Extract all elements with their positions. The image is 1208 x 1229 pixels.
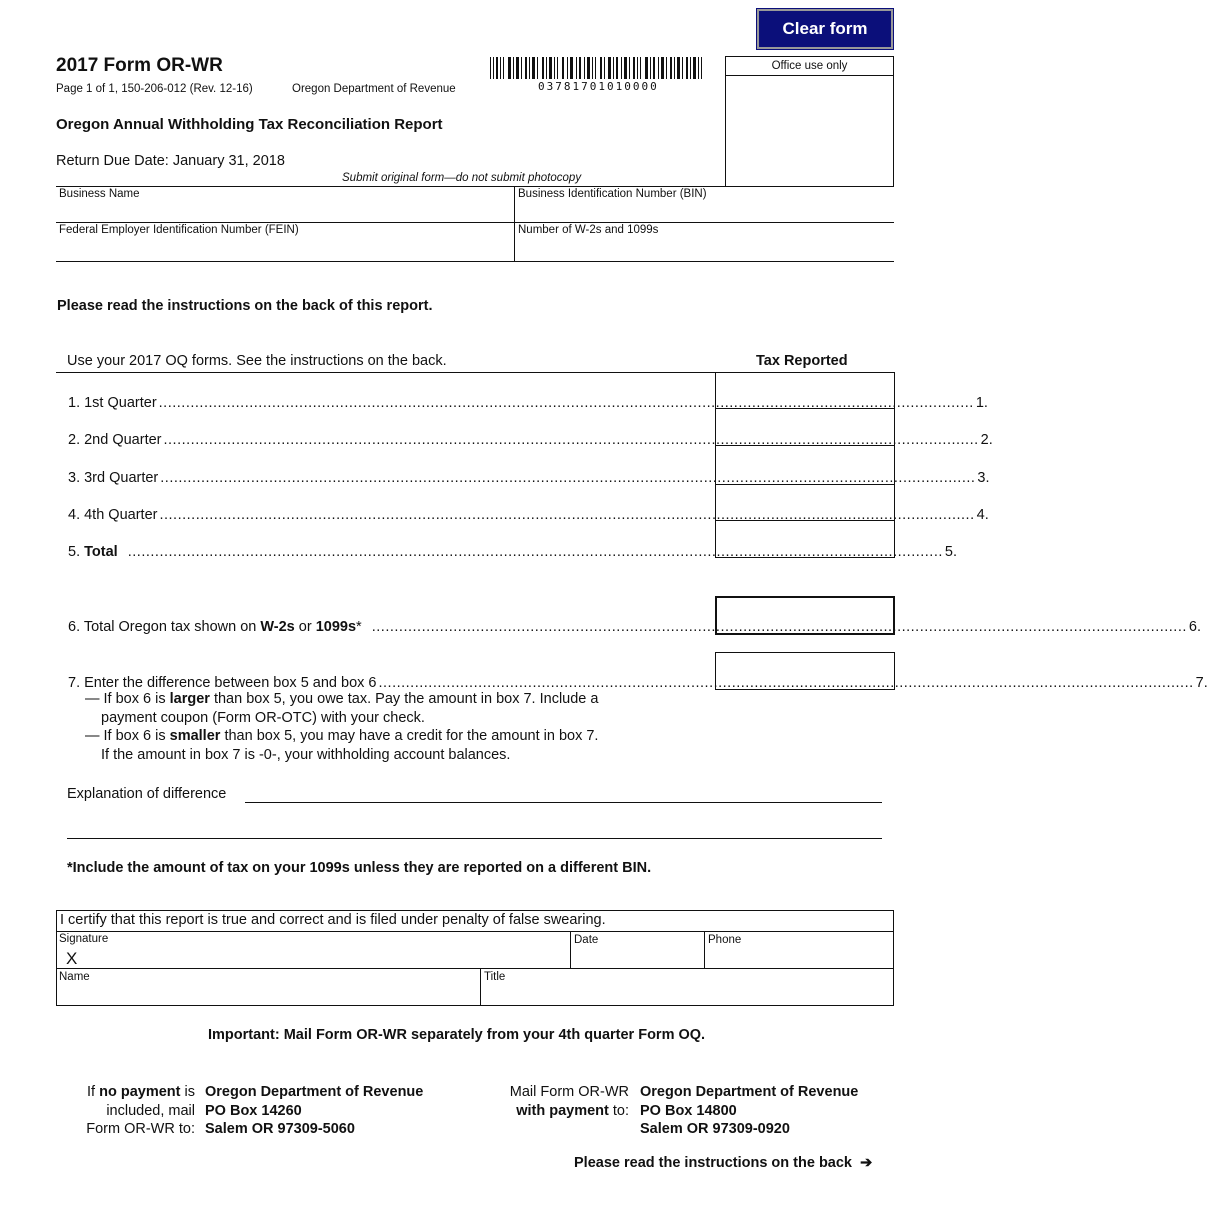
instructions-note: Please read the instructions on the back of this report. <box>57 298 433 314</box>
report-title: Oregon Annual Withholding Tax Reconciliation Report <box>56 116 443 133</box>
line6-label: 6. Total Oregon tax shown on W-2s or 1099s* <box>68 619 362 635</box>
office-use-box <box>725 56 894 187</box>
line7-row <box>68 673 1208 691</box>
line1-label: 1. 1st Quarter <box>68 395 157 411</box>
line5-row <box>68 542 957 560</box>
w2-count-input[interactable] <box>516 238 892 259</box>
signature-label: Signature <box>59 933 109 945</box>
with-payment-instruction: Mail Form OR-WR with payment to: <box>509 1084 629 1119</box>
line6-row <box>68 617 1201 635</box>
title-label: Title <box>484 971 506 983</box>
business-name-input[interactable] <box>57 202 512 221</box>
form-title: 2017 Form OR-WR <box>56 55 223 76</box>
line3-number: 3. <box>977 470 990 486</box>
explanation-input-line1[interactable] <box>245 802 882 803</box>
no-payment-address: Oregon Department of Revenue PO Box 14260 Salem OR 97309-5060 <box>205 1084 424 1137</box>
leader-dots: .................................................................................................................................................................................... <box>158 395 974 411</box>
line5-number: 5. <box>944 544 957 560</box>
business-name-label: Business Name <box>59 188 140 200</box>
name-label: Name <box>59 971 90 983</box>
phone-label: Phone <box>708 934 742 946</box>
back-instructions-note: Please read the instructions on the back ➔ <box>574 1155 873 1171</box>
bin-input[interactable] <box>516 202 892 221</box>
signature-input[interactable] <box>82 946 568 966</box>
certify-statement: I certify that this report is true and correct and is filed under penalty of false swearing. <box>60 912 606 928</box>
barcode-number: 03781701010000 <box>538 80 659 93</box>
line4-label: 4. 4th Quarter <box>68 507 158 523</box>
leader-dots: .................................................................................................................................................................................... <box>160 470 976 486</box>
leader-dots: .................................................................................................................................................................................... <box>127 544 943 560</box>
fein-label: Federal Employer Identification Number (FEIN) <box>59 224 299 236</box>
submit-note: Submit original form—do not submit photocopy <box>342 172 582 184</box>
explanation-label: Explanation of difference <box>67 786 227 802</box>
signature-x-mark: X <box>66 949 78 968</box>
explanation-input-line2[interactable] <box>67 838 882 839</box>
line1-number: 1. <box>975 395 988 411</box>
barcode-graphic <box>490 57 702 79</box>
leader-dots: .................................................................................................................................................................................... <box>371 619 1187 635</box>
line7-label: 7. Enter the difference between box 5 and box 6 <box>68 675 377 691</box>
footnote: *Include the amount of tax on your 1099s unless they are reported on a different BIN. <box>67 860 652 876</box>
due-date: Return Due Date: January 31, 2018 <box>56 153 285 169</box>
line1-row <box>68 393 988 411</box>
tax-reported-header: Tax Reported <box>756 353 848 369</box>
agency-name: Oregon Department of Revenue <box>292 83 456 95</box>
line2-label: 2. 2nd Quarter <box>68 432 162 448</box>
w2-count-label: Number of W-2s and 1099s <box>518 224 659 236</box>
line7-number: 7. <box>1195 675 1208 691</box>
line3-label: 3. 3rd Quarter <box>68 470 159 486</box>
date-input[interactable] <box>572 948 702 967</box>
line2-number: 2. <box>980 432 993 448</box>
line7-bullet2-cont: If the amount in box 7 is -0-, your withholding account balances. <box>101 747 511 763</box>
bin-label: Business Identification Number (BIN) <box>518 188 707 200</box>
page-info: Page 1 of 1, 150-206-012 (Rev. 12-16) <box>56 83 253 95</box>
line7-bullet1: — If box 6 is larger than box 5, you owe tax. Pay the amount in box 7. Include a <box>85 691 599 707</box>
leader-dots: .................................................................................................................................................................................... <box>163 432 979 448</box>
date-label: Date <box>574 934 599 946</box>
line4-number: 4. <box>976 507 989 523</box>
line4-row <box>68 505 989 523</box>
important-note: Important: Mail Form OR-WR separately from your 4th quarter Form OQ. <box>208 1027 706 1043</box>
arrow-right-icon: ➔ <box>860 1155 873 1171</box>
clear-form-button[interactable]: Clear form <box>757 9 893 49</box>
no-payment-instruction: If no payment is included, mail Form OR-WR to: <box>86 1084 195 1137</box>
line2-row <box>68 430 993 448</box>
office-use-label: Office use only <box>726 57 893 76</box>
with-payment-address: Oregon Department of Revenue PO Box 14800 Salem OR 97309-0920 <box>640 1084 859 1137</box>
leader-dots: .................................................................................................................................................................................... <box>159 507 975 523</box>
fein-input[interactable] <box>57 238 512 259</box>
name-input[interactable] <box>57 985 478 1004</box>
line7-bullet1-cont: payment coupon (Form OR-OTC) with your check. <box>101 710 425 726</box>
phone-input[interactable] <box>706 948 892 967</box>
title-input[interactable] <box>482 985 892 1004</box>
table-intro: Use your 2017 OQ forms. See the instructions on the back. <box>67 353 447 369</box>
line6-number: 6. <box>1188 619 1201 635</box>
line5-label: 5. Total <box>68 544 118 560</box>
line7-bullet2: — If box 6 is smaller than box 5, you may have a credit for the amount in box 7. <box>85 728 599 744</box>
leader-dots: .................................................................................................................................................................................... <box>378 675 1194 691</box>
line3-row <box>68 468 990 486</box>
